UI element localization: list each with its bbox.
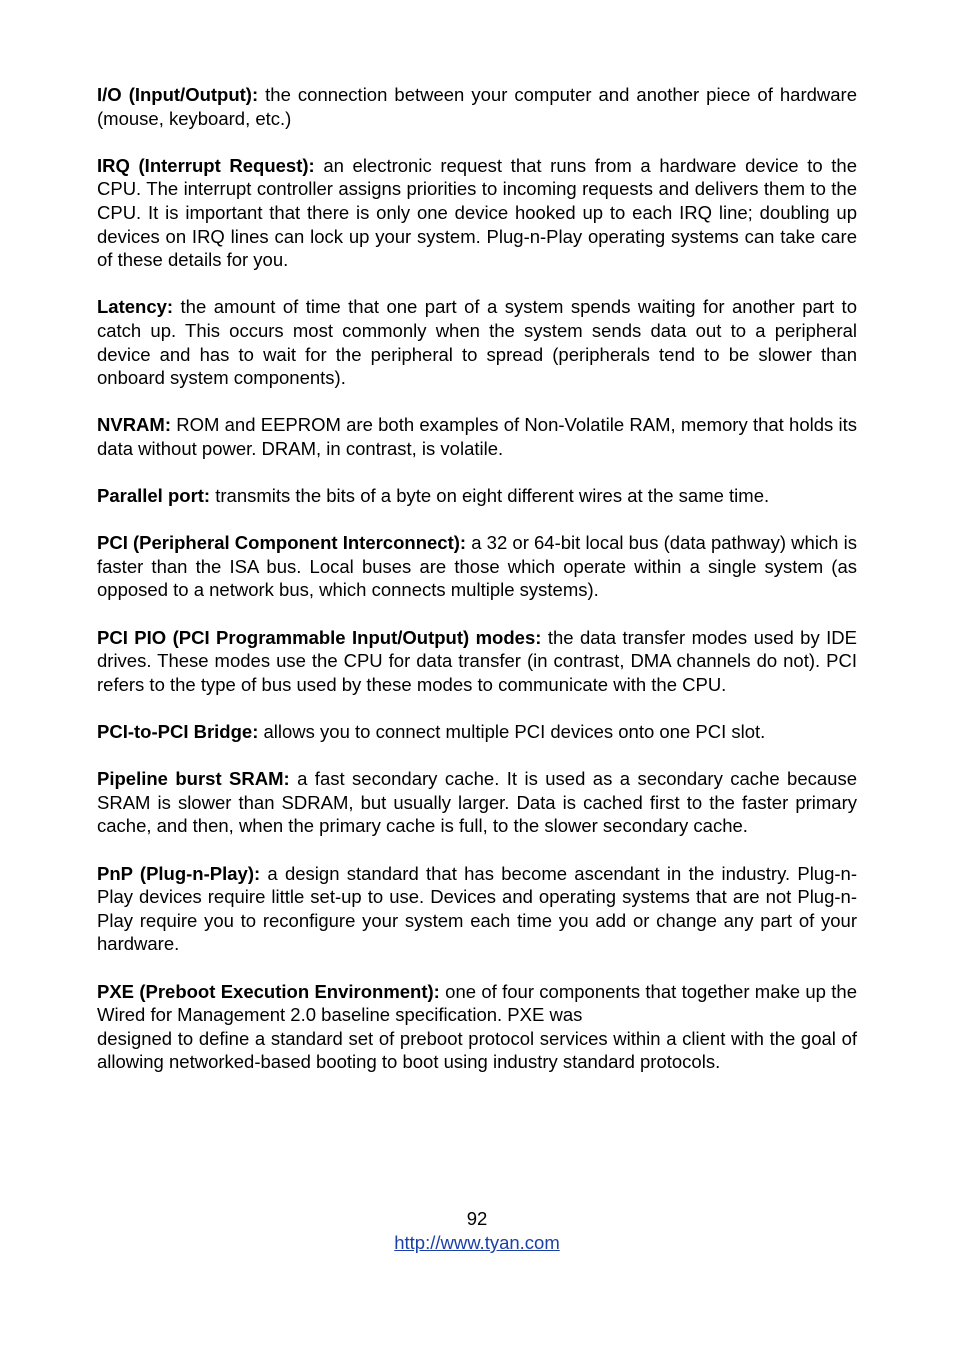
glossary-definition: one of four components that together make up the Wired for Management 2.0 baseline specification. PXE was (97, 980, 857, 1026)
glossary-definition: a design standard that has become ascendant in the industry. Plug-n-Play devices require little set-up to use. Devices and operating systems that are not Plug-n-Play require you to reconfigure your system each time you add or change any part of your hardware. (97, 862, 857, 955)
glossary-term: PCI PIO (PCI Programmable Input/Output) modes: (97, 626, 542, 648)
page-footer (0, 1207, 954, 1255)
glossary-page (97, 83, 857, 1098)
glossary-definition-continuation: designed to define a standard set of preboot protocol services within a client with the goal of allowing networked-based booting to boot using industry standard protocols. (97, 1027, 857, 1073)
glossary-term: PXE (Preboot Execution Environment): (97, 980, 440, 1002)
glossary-entry-pipeline-burst-sram (97, 767, 857, 838)
glossary-definition: ROM and EEPROM are both examples of Non-Volatile RAM, memory that holds its data without power. DRAM, in contrast, is volatile. (97, 414, 857, 459)
glossary-definition: the data transfer modes used by IDE drives. These modes use the CPU for data transfer (in contrast, DMA channels do not). PCI refers to the type of bus used by these modes to communicate with the CPU. (97, 626, 857, 695)
glossary-term: Parallel port: (97, 485, 211, 507)
glossary-term: PnP (Plug-n-Play): (97, 862, 261, 884)
glossary-entry-pci (97, 531, 857, 602)
glossary-term: I/O (Input/Output): (97, 84, 259, 105)
glossary-entry-pnp (97, 862, 857, 956)
glossary-definition: the amount of time that one part of a system spends waiting for another part to catch up. This occurs most commonly when the system sends data out to a peripheral device and has to wait for the peripheral to spread (peripherals tend to be slower than onboard system components). (97, 296, 857, 389)
glossary-term: PCI-to-PCI Bridge: (97, 721, 259, 743)
glossary-entry-pxe (97, 980, 857, 1074)
glossary-definition: a 32 or 64-bit local bus (data pathway) which is faster than the ISA bus. Local buses are those which operate within a single system (as opposed to a network bus, which connects multiple systems). (97, 532, 857, 601)
glossary-definition: an electronic request that runs from a hardware device to the CPU. The interrupt controller assigns priorities to incoming requests and delivers them to the CPU. It is important that there is only one device hooked up to each IRQ line; doubling up devices on IRQ lines can lock up your system. Plug-n-Play operating systems can take care of these details for you. (97, 154, 857, 271)
glossary-term: PCI (Peripheral Component Interconnect): (97, 532, 467, 554)
glossary-entry-latency (97, 295, 857, 389)
glossary-definition: allows you to connect multiple PCI devices onto one PCI slot. (258, 721, 766, 743)
glossary-entry-parallel-port (97, 484, 857, 508)
glossary-term: Pipeline burst SRAM: (97, 768, 290, 790)
glossary-entry-pci-pio (97, 626, 857, 697)
page-number: 92 (466, 1208, 488, 1229)
website-link[interactable]: http://www.tyan.com (394, 1232, 560, 1253)
glossary-entry-nvram (97, 413, 857, 460)
glossary-term: Latency: (97, 296, 174, 318)
glossary-entry-io (97, 83, 857, 130)
glossary-definition: a fast secondary cache. It is used as a secondary cache because SRAM is slower than SDRAM, but usually larger. Data is cached first to the faster primary cache, and then, when the primary cache is full, to the slower secondary cache. (97, 768, 857, 837)
glossary-definition: the connection between your computer and another piece of hardware (mouse, keyboard, etc.) (97, 84, 858, 129)
glossary-term: IRQ (Interrupt Request): (97, 154, 315, 176)
glossary-definition: transmits the bits of a byte on eight different wires at the same time. (210, 485, 770, 507)
glossary-entry-irq (97, 154, 857, 272)
glossary-term: NVRAM: (97, 414, 171, 436)
glossary-entry-pci-bridge (97, 720, 857, 744)
